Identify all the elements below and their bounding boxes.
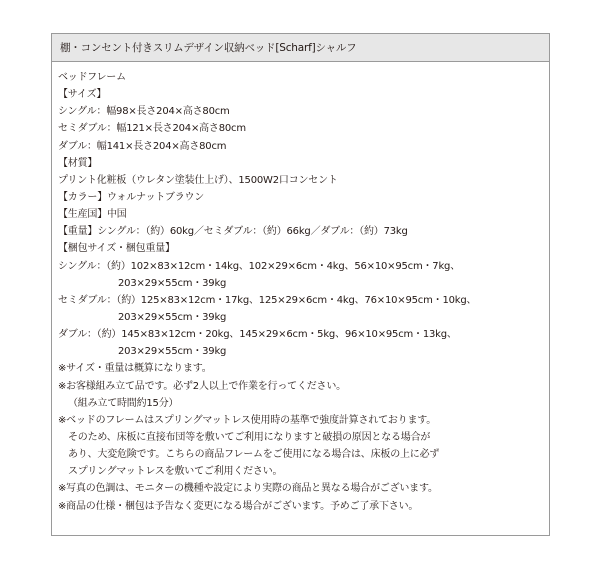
spec-material: プリント化粧板（ウレタン塗装仕上げ）、1500W2口コンセント — [58, 174, 338, 186]
spec-package-semi-double: セミダブル：（約）125×83×12cm・17kg、125×29×6cm・4kg、76×10×95cm・10kg、 — [58, 294, 477, 306]
note-approximate: ※サイズ・重量は概算になります。 — [58, 363, 212, 375]
product-title-header: 棚・コンセント付きスリムデザイン収納ベッド[Scharf]シャルフ — [52, 34, 549, 62]
spec-weight: 【重量】シングル：（約）60kg／セミダブル：（約）66kg／ダブル：（約）73kg — [58, 226, 408, 238]
spec-color: 【カラー】ウォルナットブラウン — [58, 191, 205, 203]
spec-heading-package: 【梱包サイズ・梱包重量】 — [58, 243, 175, 255]
note-strength-cont-2: あり、大変危険です。こちらの商品フレームをご使用になる場合は、床板の上に必ず — [68, 449, 440, 461]
spec-package-single: シングル：（約）102×83×12cm・14kg、102×29×6cm・4kg、56×10×95cm・7kg、 — [58, 260, 460, 272]
spec-size-semi-double: セミダブル：幅121×長さ204×高さ80cm — [58, 123, 246, 135]
note-spec-change: ※商品の仕様・梱包は予告なく変更になる場合がございます。予めご了承下さい。 — [58, 500, 419, 512]
spec-heading-size: 【サイズ】 — [58, 89, 107, 101]
note-assembly-time: （組み立て時間約15分） — [68, 397, 179, 409]
spec-package-semi-double-cont: 203×29×55cm・39kg — [118, 311, 227, 323]
note-color-tone: ※写真の色調は、モニターの機種や設定により実際の商品と異なる場合がございます。 — [58, 483, 438, 495]
note-assembly: ※お客様組み立て品です。必ず2人以上で作業を行ってください。 — [58, 380, 346, 392]
spec-package-single-cont: 203×29×55cm・39kg — [118, 277, 227, 289]
note-strength-cont-1: そのため、床板に直接布団等を敷いてご利用になりますと破損の原因となる場合が — [68, 431, 431, 443]
spec-heading-material: 【材質】 — [58, 157, 98, 169]
spec-body — [52, 62, 549, 515]
spec-package-double-cont: 203×29×55cm・39kg — [118, 346, 227, 358]
note-strength: ※ベッドのフレームはスプリングマットレス使用時の基準で強度計算されております。 — [58, 414, 437, 426]
note-strength-cont-3: スプリングマットレスを敷いてご利用ください。 — [68, 466, 283, 478]
spec-line-frame: ベッドフレーム — [58, 72, 126, 83]
spec-size-single: シングル：幅98×長さ204×高さ80cm — [58, 106, 230, 118]
spec-origin: 【生産国】中国 — [58, 209, 127, 221]
spec-package-double: ダブル：（約）145×83×12cm・20kg、145×29×6cm・5kg、96×10×95cm・13kg、 — [58, 329, 457, 341]
product-spec-box — [51, 33, 550, 536]
spec-size-double: ダブル：幅141×長さ204×高さ80cm — [58, 140, 227, 152]
